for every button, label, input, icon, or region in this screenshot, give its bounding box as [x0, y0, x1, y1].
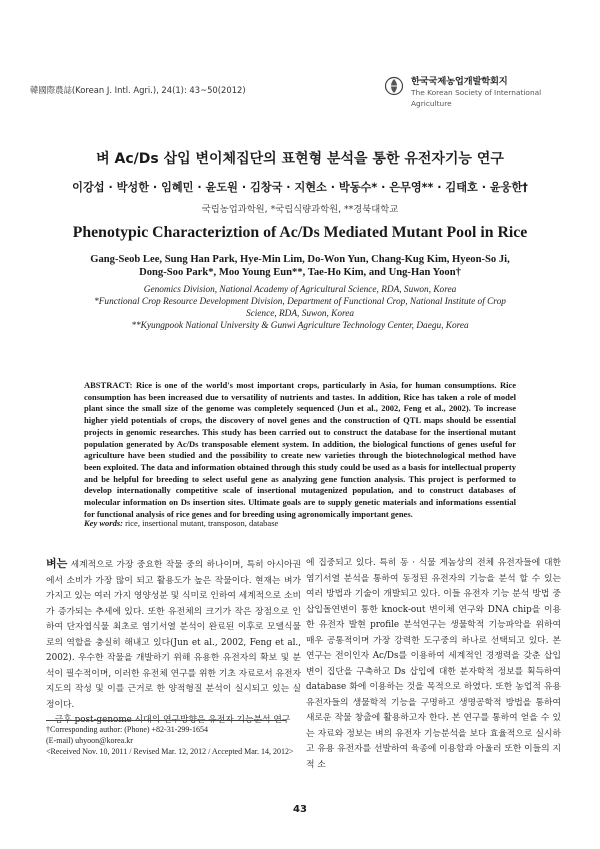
authors-english-line-2: Dong-Soo Park*, Moo Young Eun**, Tae-Ho Kim, and Ung-Han Yoon†	[139, 267, 461, 278]
affiliation-line: *Functional Crop Resource Development Division, Department of Functional Crop, National Institute of Crop	[94, 297, 506, 307]
society-name-en-2: Agriculture	[411, 99, 452, 108]
affiliation-line: Science, RDA, Suwon, Korea	[245, 309, 355, 319]
society-logo-icon	[384, 76, 404, 96]
keywords	[84, 518, 278, 528]
society-name-ko: 한국국제농업개발학회지	[411, 76, 508, 87]
footnote-line: <Received Nov. 10, 2011 / Revised Mar. 12, 2012 / Accepted Mar. 14, 2012>	[46, 747, 294, 756]
abstract-text: Rice is one of the world's most important crops, particularly in Asia, for human consumptions. Rice consumption has been increased due to versatility of nutrients and tastes. In addition, Rice has taken a role of model plant since the small size of the genome was completely sequenced (Jun et al., 2002, Feng et al., 2002). To increase higher yield potentials of crops, the discovery of novel genes and the construction of QTL maps should be essential projects in genomic researches. This study has been carried out to construct the database for the insertional mutant population generated by Ac/Ds transposable element system. In addition, the biological functions of genes useful for agriculture have been studied and the possibility to create new varieties through the biotechnological method have been exploited. The data and information obtained through this study could be used as a basis for intellectual property and be helpful for breeding to select useful gene as analyzing gene function analysis. This project is performed to develop internationally competitive scale of insertional mutagenized population, and to construct databases of molecular information on Ds insertion sites. Ultimate goals are to supply genetic materials and informations essential for functional analysis of rice genes and for breeding using agronomically important genes.	[84, 380, 517, 519]
footnote-line: (E-mail) uhyoon@korea.kr	[46, 736, 133, 745]
body-column-left	[46, 556, 301, 729]
affiliation-line: **Kyungpook National University & Gunwi Agriculture Technology Center, Daegu, Korea	[131, 321, 469, 331]
footnote-divider	[46, 720, 286, 721]
body-paragraph: 에 집중되고 있다. 특히 동 · 식물 게놈상의 전체 유전자들에 대한 염기서열 분석을 통하여 동정된 유전자의 기능을 분석 할 수 있는 여러 방법과 기술이 개발되고 있다. 이들 유전자 기능 분석 방법 중 삽입돌연변이 통한 knock-out 변이체 연구와 DNA chip을 이용한 유전자 발현 profile 분석연구는 생물학적 기능파악을 위하여 매우 공통적이며 가장 강력한 도구중의 하나로 선택되고 있다. 본 연구는 전이인자 Ac/Ds를 이용하여 세계적인 경쟁력을 갖춘 삽입변이 집단을 구축하고 Ds 삽입에 대한 분자학적 정보를 획득하여 database 화에 이용하는 것을 목적으로 하였다. 또한 농업적 유용유전자들의 생물학적 기능을 구명하고 생명공학적 방법을 통하여 새로운 작물 창출에 활용하고자 한다. 본 연구를 통하여 얻을 수 있는 자료와 정보는 벼의 유전자 기능분석을 보다 효율적으로 실시하고 유용 유전자를 선발하여 육종에 이용함과 아울러 또한 이들의 지적 소	[306, 558, 561, 770]
body-paragraph	[46, 556, 301, 713]
authors-english-line-1: Gang-Seob Lee, Sung Han Park, Hye-Min Lim, Do-Won Yun, Chang-Kug Kim, Hyeon-So Ji,	[90, 254, 510, 265]
body-paragraph: 금후 post-genome 시대의 연구방향은 유전자 기능분석 연구	[54, 715, 291, 725]
authors-english	[60, 253, 540, 279]
abstract	[84, 380, 516, 520]
title-korean: 벼 Ac/Ds 삽입 변이체집단의 표현형 분석을 통한 유전자기능 연구	[96, 151, 504, 167]
abstract-label: ABSTRACT:	[84, 380, 133, 390]
society-name-en-1: The Korean Society of International	[411, 88, 542, 97]
footnote	[46, 724, 294, 757]
body-dropcap: 벼는	[46, 557, 68, 570]
affiliation-line: Genomics Division, National Academy of Agricultural Science, RDA, Suwon, Korea	[143, 285, 457, 295]
body-column-right	[306, 556, 561, 773]
page-number: 43	[293, 804, 307, 815]
body-text: 세계적으로 가장 중요한 작물 중의 하나이며, 특히 아시아권에서 소비가 가장 많이 되고 활용도가 높은 작물이다. 현재는 벼가 가지고 있는 여러 가지 영양성분 및 식미로 인하여 세계적으로 소비가 증가되는 추세에 있다. 또한 유전체의 크기가 작은 장점으로 인하여 단자엽식물 최초로 염기서열 분석이 완료된 이후로 모델식물로의 역할을 충실히 해내고 있다(Jun et al., 2002, Feng et al., 2002). 우수한 작물을 개발하기 위해 유용한 유전자의 확보 및 분석이 필수적이며, 이러한 유전체 연구를 위한 기초 자료로서 유전자 지도의 작성 및 이를 근거로 한 양적형질 분석이 실시되고 있는 실정이다.	[46, 560, 301, 710]
society-name	[411, 76, 541, 109]
affiliation-korean: 국립농업과학원, *국립식량과학원, **경북대학교	[201, 204, 399, 215]
keywords-text: rice, insertional mutant, transposon, database	[125, 518, 279, 528]
keywords-label: Key words:	[84, 518, 123, 528]
affiliations-english	[45, 284, 555, 332]
title-english: Phenotypic Characteriztion of Ac/Ds Mediated Mutant Pool in Rice	[72, 224, 528, 241]
footnote-line: †Corresponding author: (Phone) +82-31-299-1654	[46, 725, 209, 734]
journal-citation: 韓國際農誌(Korean J. Intl. Agri.), 24(1): 43~50(2012)	[30, 85, 246, 95]
authors-korean: 이강섭 · 박성한 · 임혜민 · 윤도원 · 김창국 · 지현소 · 박동수* · 은무영** · 김태호 · 윤웅한†	[72, 181, 528, 194]
